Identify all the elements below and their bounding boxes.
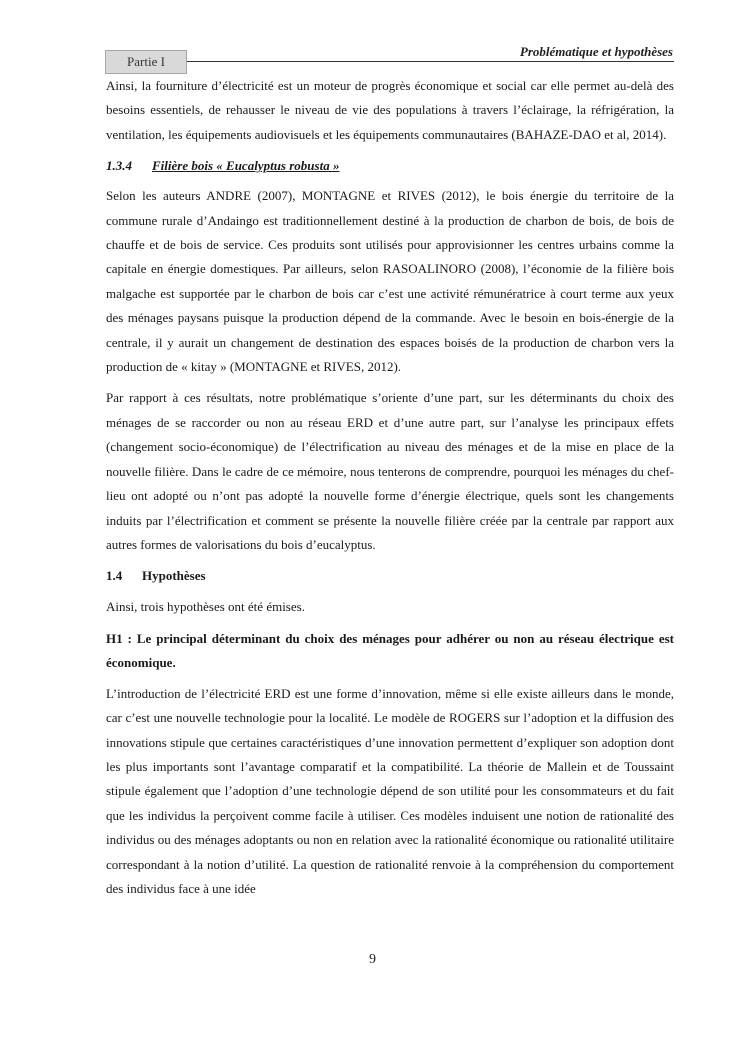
paragraph-problematic: Par rapport à ces résultats, notre problématique s’oriente d’une part, sur les déterminants du choix des ménages de se raccorder ou non au réseau ERD et d’une autre part, sur l’analyse les principaux effets (changement socio-économique) de l’électrification au niveau des ménages et de la mise en place de la nouvelle filière. Dans le cadre de ce mémoire, nous tenterons de comprendre, pourquoi les ménages du chef-lieu ont adopté ou n’ont pas adopté la nouvelle forme d’énergie électrique, quels sont les changements induits par l’électrification et comment se présente la nouvelle filière créée par la centrale par rapport aux autres formes de valorisations du bois d’eucalyptus. bbox=[106, 390, 674, 552]
header-rule bbox=[187, 61, 674, 62]
part-label: Partie I bbox=[105, 50, 187, 74]
paragraph-electricity: Ainsi, la fourniture d’électricité est un moteur de progrès économique et social car elle permet au-delà des besoins essentiels, de rehausser le niveau de vie des populations à travers l’éclairage, la réfrigération, la ventilation, les équipements audiovisuels et les équipements communautaires (BAHAZE-DAO et al, 2014). bbox=[106, 78, 674, 142]
paragraph-innovation: L’introduction de l’électricité ERD est une forme d’innovation, même si elle existe ailleurs dans le monde, car c’est une nouvelle technologie pour la localité. Le modèle de ROGERS sur l’adoption et la diffusion des innovations stipule que certaines caractéristiques d’une innovation permettent d’expliquer son adoption dont les plus importants sont l’avantage comparatif et la compatibilité. La théorie de Mallein et de Toussaint stipule également que l’adoption d’une technologie dépend de son utilité pour les consommateurs et du fait que les individus la perçoivent comme facile à utiliser. Ces modèles induisent une notion de rationalité des individus ou des ménages adoptants ou non en relation avec la rationalité économique ou rationalité utilitaire correspondant à la notion d’utilité. La question de rationalité renvoie à la compréhension du comportement des individus face à une idée bbox=[106, 685, 674, 896]
section-heading-1-3-4 bbox=[106, 154, 674, 178]
hypothesis-h1: H1 : Le principal déterminant du choix des ménages pour adhérer ou non au réseau électrique est économique. bbox=[106, 630, 674, 670]
page-body bbox=[106, 74, 674, 908]
page-number: 9 bbox=[369, 952, 376, 967]
header-title: Problématique et hypothèses bbox=[519, 44, 673, 59]
section-title: Filière bois « Eucalyptus robusta » bbox=[152, 158, 340, 174]
section-number: 1.3.4 bbox=[106, 158, 132, 174]
section-title: Hypothèses bbox=[142, 568, 206, 584]
page-header bbox=[0, 0, 745, 80]
section-heading-1-4 bbox=[106, 564, 674, 588]
paragraph-wood-energy: Selon les auteurs ANDRE (2007), MONTAGNE et RIVES (2012), le bois énergie du territoire de la commune rurale d’Andaingo est traditionnellement destiné à la production de charbon de bois, de bois de chauffe et de bois de service. Ces produits sont utilisés pour approvisionner les centres urbains comme la capitale en énergie domestiques. Par ailleurs, selon RASOALINORO (2008), l’économie de la filière bois malgache est supportée par le charbon de bois car c’est une activité rémunératrice à court terme aux yeux des ménages paysans puisque la production dépend de la commande. Avec le besoin en bois-énergie de la centrale, il y aurait un changement de destination des espaces boisés de la production de charbon vers la production de « kitay » (MONTAGNE et RIVES, 2012). bbox=[106, 188, 674, 375]
paragraph-hypotheses-intro: Ainsi, trois hypothèses ont été émises. bbox=[106, 599, 305, 615]
section-number: 1.4 bbox=[106, 568, 123, 584]
